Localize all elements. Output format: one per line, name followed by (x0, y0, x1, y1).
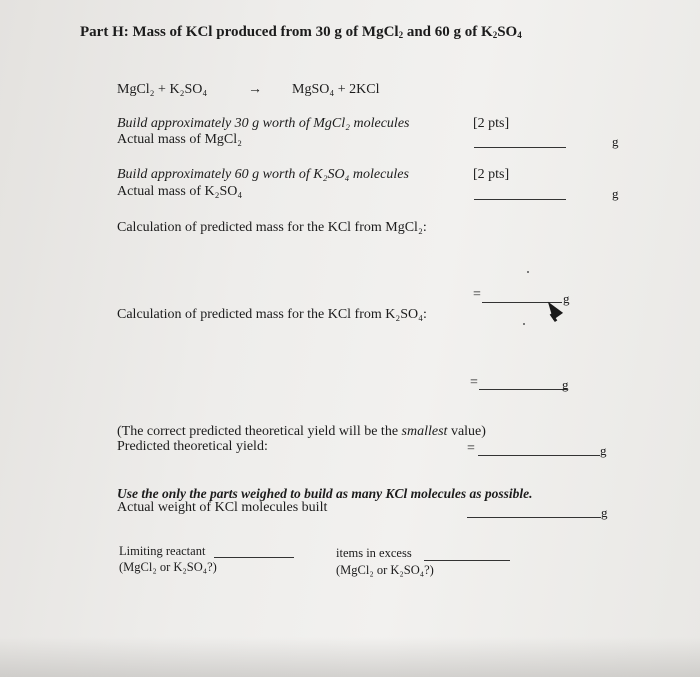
part-title: Part H: Mass of KCl produced from 30 g of MgCl$_2$ and 60 g of $K_2SO_4$ (80, 24, 522, 40)
build-kcl-instruction: Use the only the parts weighed to build as many KCl molecules as possible. (117, 486, 533, 501)
equation-reactants: MgCl₂ + K₂SO₄ (117, 82, 208, 97)
calc-kcl-from-k2so4-blank[interactable] (479, 389, 567, 390)
actual-mass-mgcl2-blank[interactable] (474, 147, 566, 148)
page-speck (523, 323, 525, 325)
page-speck (527, 271, 529, 273)
actual-mass-k2so4-blank[interactable] (474, 199, 566, 200)
predicted-theoretical-yield-blank[interactable] (478, 455, 600, 456)
actual-mass-k2so4-unit: g (612, 186, 619, 201)
calc-kcl-from-mgcl2-label: Calculation of predicted mass for the KCl from MgCl₂: (117, 220, 427, 235)
calc-kcl-from-k2so4-equals: = (470, 375, 478, 390)
limiting-reactant-hint: (MgCl₂ or K₂SO₄?) (119, 560, 217, 574)
build-k2so4-instruction: Build approximately 60 g worth of K₂SO₄ molecules (117, 167, 409, 182)
actual-mass-mgcl2-unit: g (612, 134, 619, 149)
page-shadow (0, 637, 700, 677)
limiting-reactant-blank[interactable] (214, 557, 294, 558)
predicted-theoretical-yield-unit: g (600, 443, 607, 458)
actual-weight-kcl-blank[interactable] (467, 517, 601, 518)
theoretical-yield-note: (The correct predicted theoretical yield will be the smallest value) (117, 424, 486, 439)
build-k2so4-points: [2 pts] (473, 167, 510, 182)
calc-kcl-from-k2so4-label: Calculation of predicted mass for the KCl from K₂SO₄: (117, 307, 427, 322)
actual-mass-k2so4-label: Actual mass of K₂SO₄ (117, 184, 243, 199)
limiting-reactant-label: Limiting reactant (119, 544, 206, 558)
actual-mass-mgcl2-label: Actual mass of MgCl₂ (117, 132, 243, 147)
equation-arrow: → (248, 82, 262, 97)
items-in-excess-hint: (MgCl₂ or K₂SO₄?) (336, 563, 434, 577)
build-mgcl2-instruction: Build approximately 30 g worth of MgCl₂ molecules (117, 116, 410, 131)
calc-kcl-from-mgcl2-equals: = (473, 287, 481, 302)
predicted-theoretical-yield-label: Predicted theoretical yield: (117, 439, 268, 454)
predicted-theoretical-yield-equals: = (467, 441, 475, 456)
calc-kcl-from-k2so4-unit: g (562, 377, 569, 392)
calc-kcl-from-mgcl2-unit: g (563, 291, 570, 306)
items-in-excess-blank[interactable] (424, 560, 510, 561)
items-in-excess-label: items in excess (336, 546, 412, 560)
equation-products: MgSO₄ + 2KCl (292, 82, 380, 97)
actual-weight-kcl-unit: g (601, 505, 608, 520)
actual-weight-kcl-label: Actual weight of KCl molecules built (117, 500, 328, 515)
build-mgcl2-points: [2 pts] (473, 116, 510, 131)
